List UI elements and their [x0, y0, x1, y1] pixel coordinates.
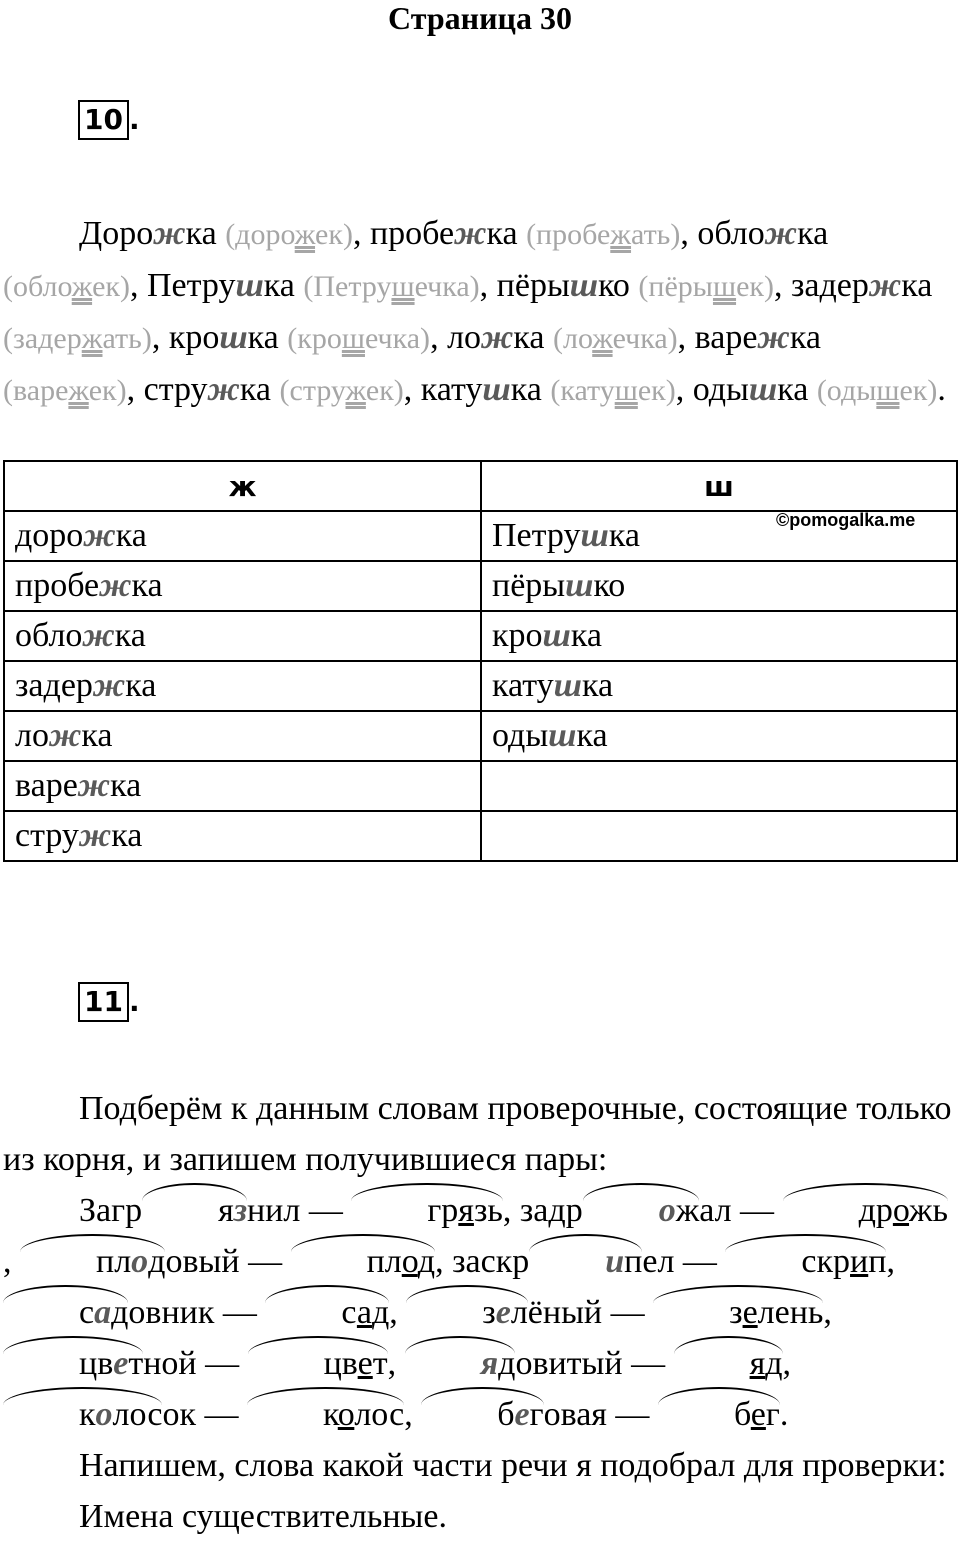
table-row [4, 711, 957, 761]
cell-sh: пёрышко [481, 561, 957, 611]
cell-zh: ложка [4, 711, 481, 761]
task-11-text [3, 1083, 953, 1542]
task-11-intro: Подберём к данным словам проверочные, состоящие только из корня, и запишем получившиеся пары: [3, 1090, 952, 1178]
table-row [4, 811, 957, 861]
column-header-zh: ж [4, 461, 481, 511]
task-11-answer: Имена существительные. [79, 1498, 447, 1535]
cell-zh: стружка [4, 811, 481, 861]
word-pairs: Загр язнил — грязь, задр ожал — дрожь, плодовый — плод, заскр ипел — скрип, садовник — сад, зелёный — зелень, цветной — цвет, ядовитый — яд, колосок — колос, беговая — бег. [3, 1185, 953, 1440]
cell-zh: пробежка [4, 561, 481, 611]
table-row [4, 561, 957, 611]
cell-sh: одышка [481, 711, 957, 761]
table-row [4, 611, 957, 661]
page-title: Страница 30 [388, 0, 572, 36]
cell-sh: Петрушка [481, 511, 957, 561]
cell-zh: дорожка [4, 511, 481, 561]
cell-zh: задержка [4, 661, 481, 711]
cell-zh: обложка [4, 611, 481, 661]
task-10-text: Дорожка (дорожек), пробежка (пробежать), обложка (обложек), Петрушка (Петрушечка), пёрышко (пёрышек), задержка (задержать), крошка (крошечка), ложка (ложечка), варежка (варежек), стружка (стружек), катушка (катушек), одышка (одышек). [3, 215, 946, 408]
table-row [4, 661, 957, 711]
cell-sh [481, 761, 957, 811]
cell-sh [481, 811, 957, 861]
task-10-number: 10 . [78, 100, 148, 140]
cell-sh: катушка [481, 661, 957, 711]
task-11-number: 11 . [78, 982, 148, 1022]
cell-sh: крошка [481, 611, 957, 661]
task-11-question: Напишем, слова какой части речи я подобрал для проверки: [79, 1447, 947, 1484]
watermark: ©pomogalka.me [776, 510, 916, 530]
table-row [4, 761, 957, 811]
column-header-sh: ш [481, 461, 957, 511]
cell-zh: варежка [4, 761, 481, 811]
